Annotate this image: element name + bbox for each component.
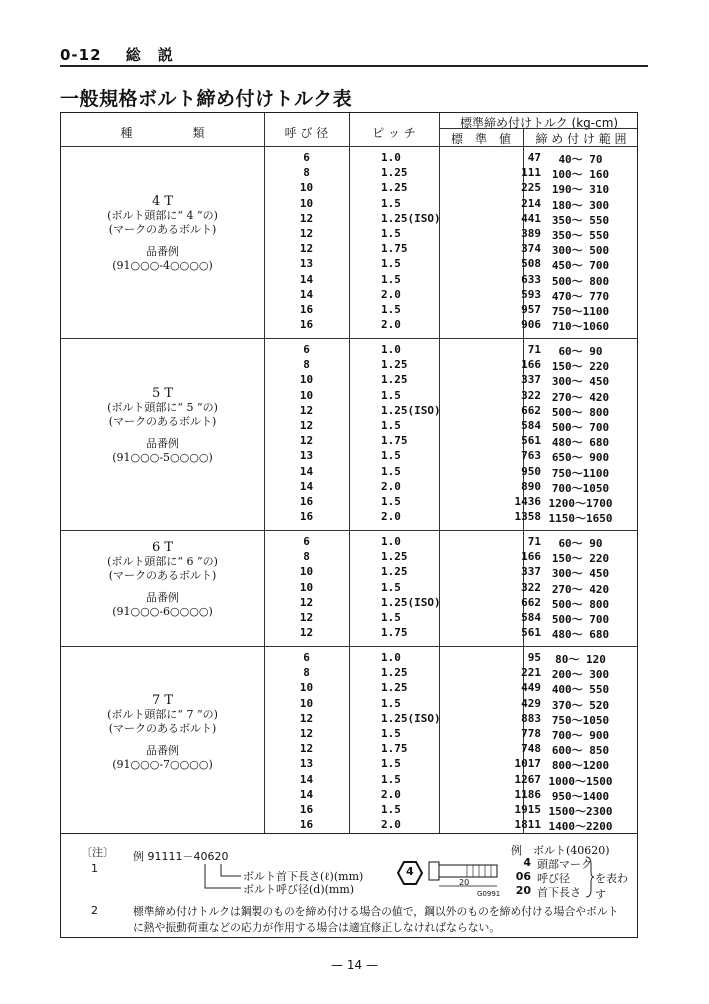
cell-standard: 71 — [527, 343, 541, 356]
cell-pitch: 2.0 — [381, 510, 401, 524]
cell-range: 1150～1650 — [548, 512, 613, 526]
cell-standard: 593 — [521, 287, 541, 301]
cell-diameter: 12 — [299, 611, 314, 624]
example-label: 品番例 — [146, 591, 179, 604]
page-title: 一般規格ボルト締め付けトルク表 — [60, 88, 353, 110]
cell-pitch: 1.5 — [381, 803, 401, 816]
cell-pitch: 1.75 — [381, 626, 408, 640]
header-subrule — [439, 128, 637, 129]
cell-diameter: 12 — [299, 403, 314, 417]
cell-pitch: 1.5 — [381, 227, 401, 240]
grade-title: 5 T — [151, 386, 174, 401]
cell-standard: 95 — [527, 651, 541, 664]
table-row — [61, 788, 637, 803]
table-row — [61, 773, 637, 788]
cell-range: 300～ 450 — [551, 375, 610, 389]
note-example: 例 91111－40620 — [133, 850, 229, 863]
cell-diameter: 16 — [299, 510, 314, 524]
cell-diameter: 13 — [299, 449, 314, 463]
table-row — [61, 358, 637, 373]
grade-example — [61, 744, 264, 772]
cell-standard: 778 — [521, 727, 541, 740]
note-2-line-1: 標準締め付けトルクは鋼製のものを締め付ける場合の値で，鋼以外のものを締め付ける場合やボルト — [133, 905, 619, 918]
paren-close: ) — [213, 555, 218, 568]
paren-close: ) — [213, 401, 218, 414]
cell-standard: 322 — [521, 580, 541, 594]
paren-open: ( — [108, 569, 113, 582]
cell-standard: 508 — [521, 257, 541, 271]
cell-pitch: 1.5 — [381, 303, 401, 316]
cell-diameter: 14 — [299, 787, 314, 801]
table-row — [61, 803, 637, 818]
cell-pitch: 1.25 — [381, 181, 408, 195]
grade-example — [61, 245, 264, 273]
grade-mark-line-2: マークのあるボルト — [113, 569, 212, 582]
cell-pitch: 1.5 — [381, 772, 401, 786]
cell-range: 750～1100 — [551, 305, 610, 318]
cell-diameter: 10 — [299, 373, 314, 387]
table-row — [61, 166, 637, 181]
cell-standard: 429 — [521, 696, 541, 710]
table-row — [61, 818, 637, 833]
paren-close: ) — [212, 415, 217, 428]
cell-pitch: 1.25 — [381, 681, 408, 695]
paren-open: ( — [108, 721, 113, 735]
cell-diameter: 14 — [299, 272, 314, 286]
grade-mark-line-2: マークのあるボルト — [113, 223, 212, 236]
cell-pitch: 1.5 — [381, 257, 401, 271]
cell-diameter: 10 — [299, 181, 314, 195]
cell-standard: 906 — [521, 318, 541, 332]
cell-diameter: 8 — [303, 666, 310, 680]
cell-standard: 957 — [521, 303, 541, 316]
cell-diameter: 12 — [299, 742, 314, 756]
cell-range: 600～ 850 — [551, 744, 610, 758]
paren-open: ( — [107, 209, 112, 222]
paren-close: ) — [208, 757, 213, 771]
example-label: 品番例 — [146, 437, 179, 450]
cell-range: 270～ 420 — [551, 390, 610, 404]
col-header-range: 締 め 付 け 範 囲 — [535, 132, 627, 146]
paren-open: ( — [112, 605, 117, 618]
grade-mark-line-1: ボルト頭部に“ 6 ”の — [111, 555, 214, 568]
note-bolt-length: ボルト首下長さ(ℓ)(mm) — [243, 870, 364, 883]
cell-range: 1500～2300 — [548, 805, 613, 818]
cell-diameter: 6 — [303, 343, 310, 356]
table-row — [61, 480, 637, 495]
cell-standard: 1436 — [514, 495, 541, 508]
cell-standard: 584 — [521, 419, 541, 432]
cell-range: 650～ 900 — [551, 451, 610, 465]
group-divider — [61, 338, 637, 339]
header-rule — [60, 65, 648, 67]
cell-standard: 950 — [521, 464, 541, 478]
note-bolt-diameter: ボルト呼び径(d)(mm) — [243, 883, 355, 896]
paren-close: ) — [208, 605, 213, 618]
cell-pitch: 1.5 — [381, 196, 401, 210]
cell-diameter: 12 — [299, 211, 314, 225]
cell-range: 80～ 120 — [555, 653, 606, 666]
legend-code-06: 06 — [515, 870, 531, 883]
cell-diameter: 12 — [299, 227, 314, 240]
cell-pitch: 1.25(ISO) — [381, 595, 441, 609]
cell-range: 60～ 90 — [558, 537, 603, 550]
cell-diameter: 13 — [299, 257, 314, 271]
cell-pitch: 1.25 — [381, 166, 408, 180]
cell-pitch: 1.5 — [381, 757, 401, 771]
cell-range: 700～1050 — [551, 481, 610, 495]
note-2-line-2: に熱や振動荷重などの応力が作用する場合は適宜修正しなければならない。 — [133, 921, 501, 934]
grade-example — [61, 437, 264, 465]
cell-pitch: 2.0 — [381, 479, 401, 493]
cell-diameter: 16 — [299, 303, 314, 316]
table-row — [61, 666, 637, 681]
cell-range: 100～ 160 — [551, 168, 610, 182]
cell-range: 150～ 220 — [551, 360, 610, 374]
cell-range: 40～ 70 — [558, 153, 603, 166]
cell-range: 300～ 450 — [551, 567, 610, 581]
cell-standard: 763 — [521, 449, 541, 463]
legend-code-4: 4 — [523, 856, 531, 869]
paren-open: ( — [107, 555, 112, 568]
cell-pitch: 2.0 — [381, 287, 401, 301]
cell-diameter: 12 — [299, 419, 314, 432]
section-header — [60, 44, 174, 65]
table-row — [61, 651, 637, 666]
cell-diameter: 8 — [303, 550, 310, 564]
cell-diameter: 10 — [299, 696, 314, 710]
legend-text-4: 頭部マーク — [537, 858, 592, 871]
paren-open: ( — [107, 707, 112, 721]
cell-pitch: 1.0 — [381, 651, 401, 664]
note-1-number: 1 — [91, 862, 98, 875]
cell-diameter: 12 — [299, 711, 314, 725]
cell-range: 480～ 680 — [551, 628, 610, 642]
cell-standard: 166 — [521, 358, 541, 372]
cell-pitch: 1.25(ISO) — [381, 403, 441, 417]
grade-mark-line-1: ボルト頭部に“ 5 ”の — [111, 401, 214, 414]
cell-diameter: 16 — [299, 803, 314, 816]
cell-standard: 111 — [521, 166, 541, 180]
cell-standard: 662 — [521, 595, 541, 609]
table-row — [61, 288, 637, 303]
cell-standard: 449 — [521, 681, 541, 695]
cell-diameter: 12 — [299, 595, 314, 609]
cell-standard: 166 — [521, 550, 541, 564]
cell-standard: 584 — [521, 611, 541, 624]
paren-close: ) — [208, 451, 213, 464]
cell-diameter: 6 — [303, 651, 310, 664]
head-mark-number: 4 — [406, 865, 414, 878]
cell-pitch: 1.5 — [381, 696, 401, 710]
example-code — [61, 605, 264, 619]
grade-title: 6 T — [151, 540, 174, 555]
cell-range: 270～ 420 — [551, 582, 610, 596]
cell-standard: 214 — [521, 196, 541, 210]
cell-range: 400～ 550 — [551, 683, 610, 697]
cell-pitch: 1.75 — [381, 434, 408, 448]
example-code — [61, 259, 264, 273]
cell-standard: 748 — [521, 742, 541, 756]
paren-open: ( — [108, 223, 113, 236]
grade-mark-line-1: ボルト頭部に“ 7 ”の — [111, 707, 214, 721]
cell-range: 200～ 300 — [551, 668, 610, 682]
section-number: 0-12 — [60, 46, 102, 64]
cell-diameter: 10 — [299, 388, 314, 402]
cell-diameter: 13 — [299, 757, 314, 771]
legend-brace — [585, 856, 595, 898]
paren-close: ) — [213, 209, 218, 222]
cell-standard: 662 — [521, 403, 541, 417]
cell-diameter: 10 — [299, 196, 314, 210]
example-code — [61, 758, 264, 772]
grade-mark-desc — [61, 555, 264, 583]
bolt-length-dim: 20 — [459, 878, 470, 887]
example-code-text: 91○○○-7○○○○ — [116, 757, 209, 771]
table-row — [61, 343, 637, 358]
cell-standard: 1017 — [514, 757, 541, 771]
cell-pitch: 1.25 — [381, 666, 408, 680]
cell-pitch: 2.0 — [381, 787, 401, 801]
group-divider — [61, 530, 637, 531]
cell-range: 950～1400 — [551, 789, 610, 803]
cell-standard: 374 — [521, 242, 541, 256]
cell-pitch: 2.0 — [381, 318, 401, 332]
cell-pitch: 1.5 — [381, 727, 401, 740]
paren-open: ( — [107, 401, 112, 414]
col-header-torque: 標準締め付けトルク (kg-cm) — [459, 116, 619, 130]
cell-range: 500～ 700 — [551, 421, 610, 434]
cell-pitch: 1.25(ISO) — [381, 211, 441, 225]
cell-diameter: 14 — [299, 772, 314, 786]
cell-pitch: 1.25(ISO) — [381, 711, 441, 725]
col-header-standard: 標 準 値 — [450, 132, 511, 146]
table-row — [61, 626, 637, 641]
grade-title: 4 T — [151, 194, 174, 209]
cell-range: 1200～1700 — [548, 497, 613, 510]
notes-box — [60, 834, 638, 938]
paren-open: ( — [112, 259, 117, 272]
cell-diameter: 12 — [299, 434, 314, 448]
cell-range: 180～ 300 — [551, 198, 610, 212]
cell-range: 350～ 550 — [551, 213, 610, 227]
cell-diameter: 10 — [299, 580, 314, 594]
cell-diameter: 16 — [299, 818, 314, 832]
grade-example — [61, 591, 264, 619]
cell-diameter: 12 — [299, 242, 314, 256]
cell-range: 370～ 520 — [551, 698, 610, 712]
cell-standard: 633 — [521, 272, 541, 286]
cell-standard: 1811 — [514, 818, 541, 832]
cell-diameter: 10 — [299, 681, 314, 695]
grade-label-block — [61, 693, 264, 772]
paren-close: ) — [212, 569, 217, 582]
cell-standard: 1358 — [514, 510, 541, 524]
group-divider — [61, 646, 637, 647]
cell-pitch: 2.0 — [381, 818, 401, 832]
cell-diameter: 12 — [299, 626, 314, 640]
legend-text-20: 首下長さ — [537, 886, 581, 899]
example-code-text: 91○○○-6○○○○ — [116, 605, 209, 618]
example-label: 品番例 — [146, 245, 179, 258]
cell-pitch: 1.25 — [381, 550, 408, 564]
cell-range: 190～ 310 — [551, 183, 610, 197]
table-row — [61, 303, 637, 318]
cell-standard: 441 — [521, 211, 541, 225]
cell-standard: 221 — [521, 666, 541, 680]
cell-pitch: 1.25 — [381, 565, 408, 579]
cell-range: 750～1050 — [551, 713, 610, 727]
cell-diameter: 6 — [303, 151, 310, 164]
page-number: — 14 — — [331, 958, 378, 972]
cell-range: 500～ 700 — [551, 613, 610, 626]
cell-range: 60～ 90 — [558, 345, 603, 358]
paren-close: ) — [208, 259, 213, 272]
grade-title: 7 T — [151, 692, 174, 708]
cell-range: 710～1060 — [551, 320, 610, 334]
cell-standard: 322 — [521, 388, 541, 402]
cell-range: 800～1200 — [551, 759, 610, 773]
cell-diameter: 14 — [299, 287, 314, 301]
cell-diameter: 16 — [299, 495, 314, 508]
example-code-text: 91○○○-4○○○○ — [116, 259, 209, 272]
cell-pitch: 1.25 — [381, 373, 408, 387]
paren-open: ( — [108, 415, 113, 428]
grade-mark-line-2: マークのあるボルト — [113, 721, 212, 735]
cell-diameter: 16 — [299, 318, 314, 332]
cell-range: 150～ 220 — [551, 552, 610, 566]
torque-table — [60, 112, 638, 834]
cell-standard: 389 — [521, 227, 541, 240]
grade-mark-desc — [61, 209, 264, 237]
cell-pitch: 1.5 — [381, 611, 401, 624]
cell-pitch: 1.5 — [381, 464, 401, 478]
paren-close: ) — [212, 721, 217, 735]
section-title: 総 説 — [125, 46, 174, 64]
grade-label-block — [61, 386, 264, 465]
cell-standard: 47 — [527, 151, 541, 164]
cell-pitch: 1.0 — [381, 343, 401, 356]
legend-heading: 例 ボルト(40620) — [511, 844, 610, 857]
cell-standard: 883 — [521, 711, 541, 725]
table-row — [61, 318, 637, 333]
cell-pitch: 1.75 — [381, 242, 408, 256]
cell-standard: 1267 — [514, 772, 541, 786]
cell-standard: 337 — [521, 565, 541, 579]
cell-pitch: 1.5 — [381, 388, 401, 402]
cell-diameter: 8 — [303, 358, 310, 372]
table-row — [61, 495, 637, 510]
cell-diameter: 12 — [299, 727, 314, 740]
legend-code-20: 20 — [515, 884, 531, 897]
cell-diameter: 6 — [303, 535, 310, 548]
cell-pitch: 1.5 — [381, 272, 401, 286]
table-row — [61, 273, 637, 288]
table-row — [61, 510, 637, 525]
example-code — [61, 451, 264, 465]
cell-pitch: 1.5 — [381, 419, 401, 432]
cell-pitch: 1.0 — [381, 151, 401, 164]
cell-standard: 561 — [521, 626, 541, 640]
table-row — [61, 465, 637, 480]
legend-suffix: を表わす — [595, 872, 628, 901]
cell-pitch: 1.0 — [381, 535, 401, 548]
grade-mark-line-2: マークのあるボルト — [113, 415, 212, 428]
cell-standard: 1915 — [514, 803, 541, 816]
cell-standard: 225 — [521, 181, 541, 195]
col-header-type: 種 類 — [120, 126, 205, 140]
cell-range: 1400～2200 — [548, 820, 613, 834]
header-bottom-rule — [61, 146, 637, 147]
cell-diameter: 8 — [303, 166, 310, 180]
grade-mark-desc — [61, 401, 264, 429]
notes-heading: 〔注〕 — [81, 846, 114, 859]
cell-diameter: 14 — [299, 464, 314, 478]
grade-label-block — [61, 540, 264, 619]
note-2-number: 2 — [91, 904, 98, 917]
cell-pitch: 1.5 — [381, 580, 401, 594]
col-header-pitch: ピ ッ チ — [372, 126, 416, 140]
grade-mark-desc — [61, 708, 264, 736]
cell-pitch: 1.5 — [381, 449, 401, 463]
example-code-text: 91○○○-5○○○○ — [116, 451, 209, 464]
cell-range: 450～ 700 — [551, 259, 610, 273]
paren-open: ( — [112, 451, 117, 464]
figure-code: G0991 — [477, 890, 501, 898]
cell-range: 480～ 680 — [551, 436, 610, 450]
paren-close: ) — [212, 223, 217, 236]
cell-range: 750～1100 — [551, 466, 610, 480]
grade-mark-line-1: ボルト頭部に“ 4 ”の — [111, 209, 214, 222]
col-header-diameter: 呼 び 径 — [284, 126, 329, 140]
legend-text-06: 呼び径 — [537, 872, 570, 885]
cell-standard: 71 — [527, 535, 541, 548]
cell-pitch: 1.25 — [381, 358, 408, 372]
cell-range: 350～ 550 — [551, 229, 610, 242]
cell-range: 500～ 800 — [551, 597, 610, 611]
cell-standard: 561 — [521, 434, 541, 448]
table-row — [61, 151, 637, 166]
cell-standard: 1186 — [514, 787, 541, 801]
cell-pitch: 1.75 — [381, 742, 408, 756]
paren-close: ) — [213, 707, 218, 721]
cell-range: 1000～1500 — [548, 774, 613, 788]
cell-range: 500～ 800 — [551, 274, 610, 288]
cell-standard: 890 — [521, 479, 541, 493]
paren-open: ( — [112, 757, 117, 771]
cell-pitch: 1.5 — [381, 495, 401, 508]
cell-range: 300～ 500 — [551, 244, 610, 258]
cell-range: 700～ 900 — [551, 729, 610, 742]
cell-range: 470～ 770 — [551, 289, 610, 303]
cell-diameter: 10 — [299, 565, 314, 579]
cell-standard: 337 — [521, 373, 541, 387]
cell-range: 500～ 800 — [551, 405, 610, 419]
grade-label-block — [61, 194, 264, 273]
example-label: 品番例 — [146, 743, 179, 757]
cell-diameter: 14 — [299, 479, 314, 493]
